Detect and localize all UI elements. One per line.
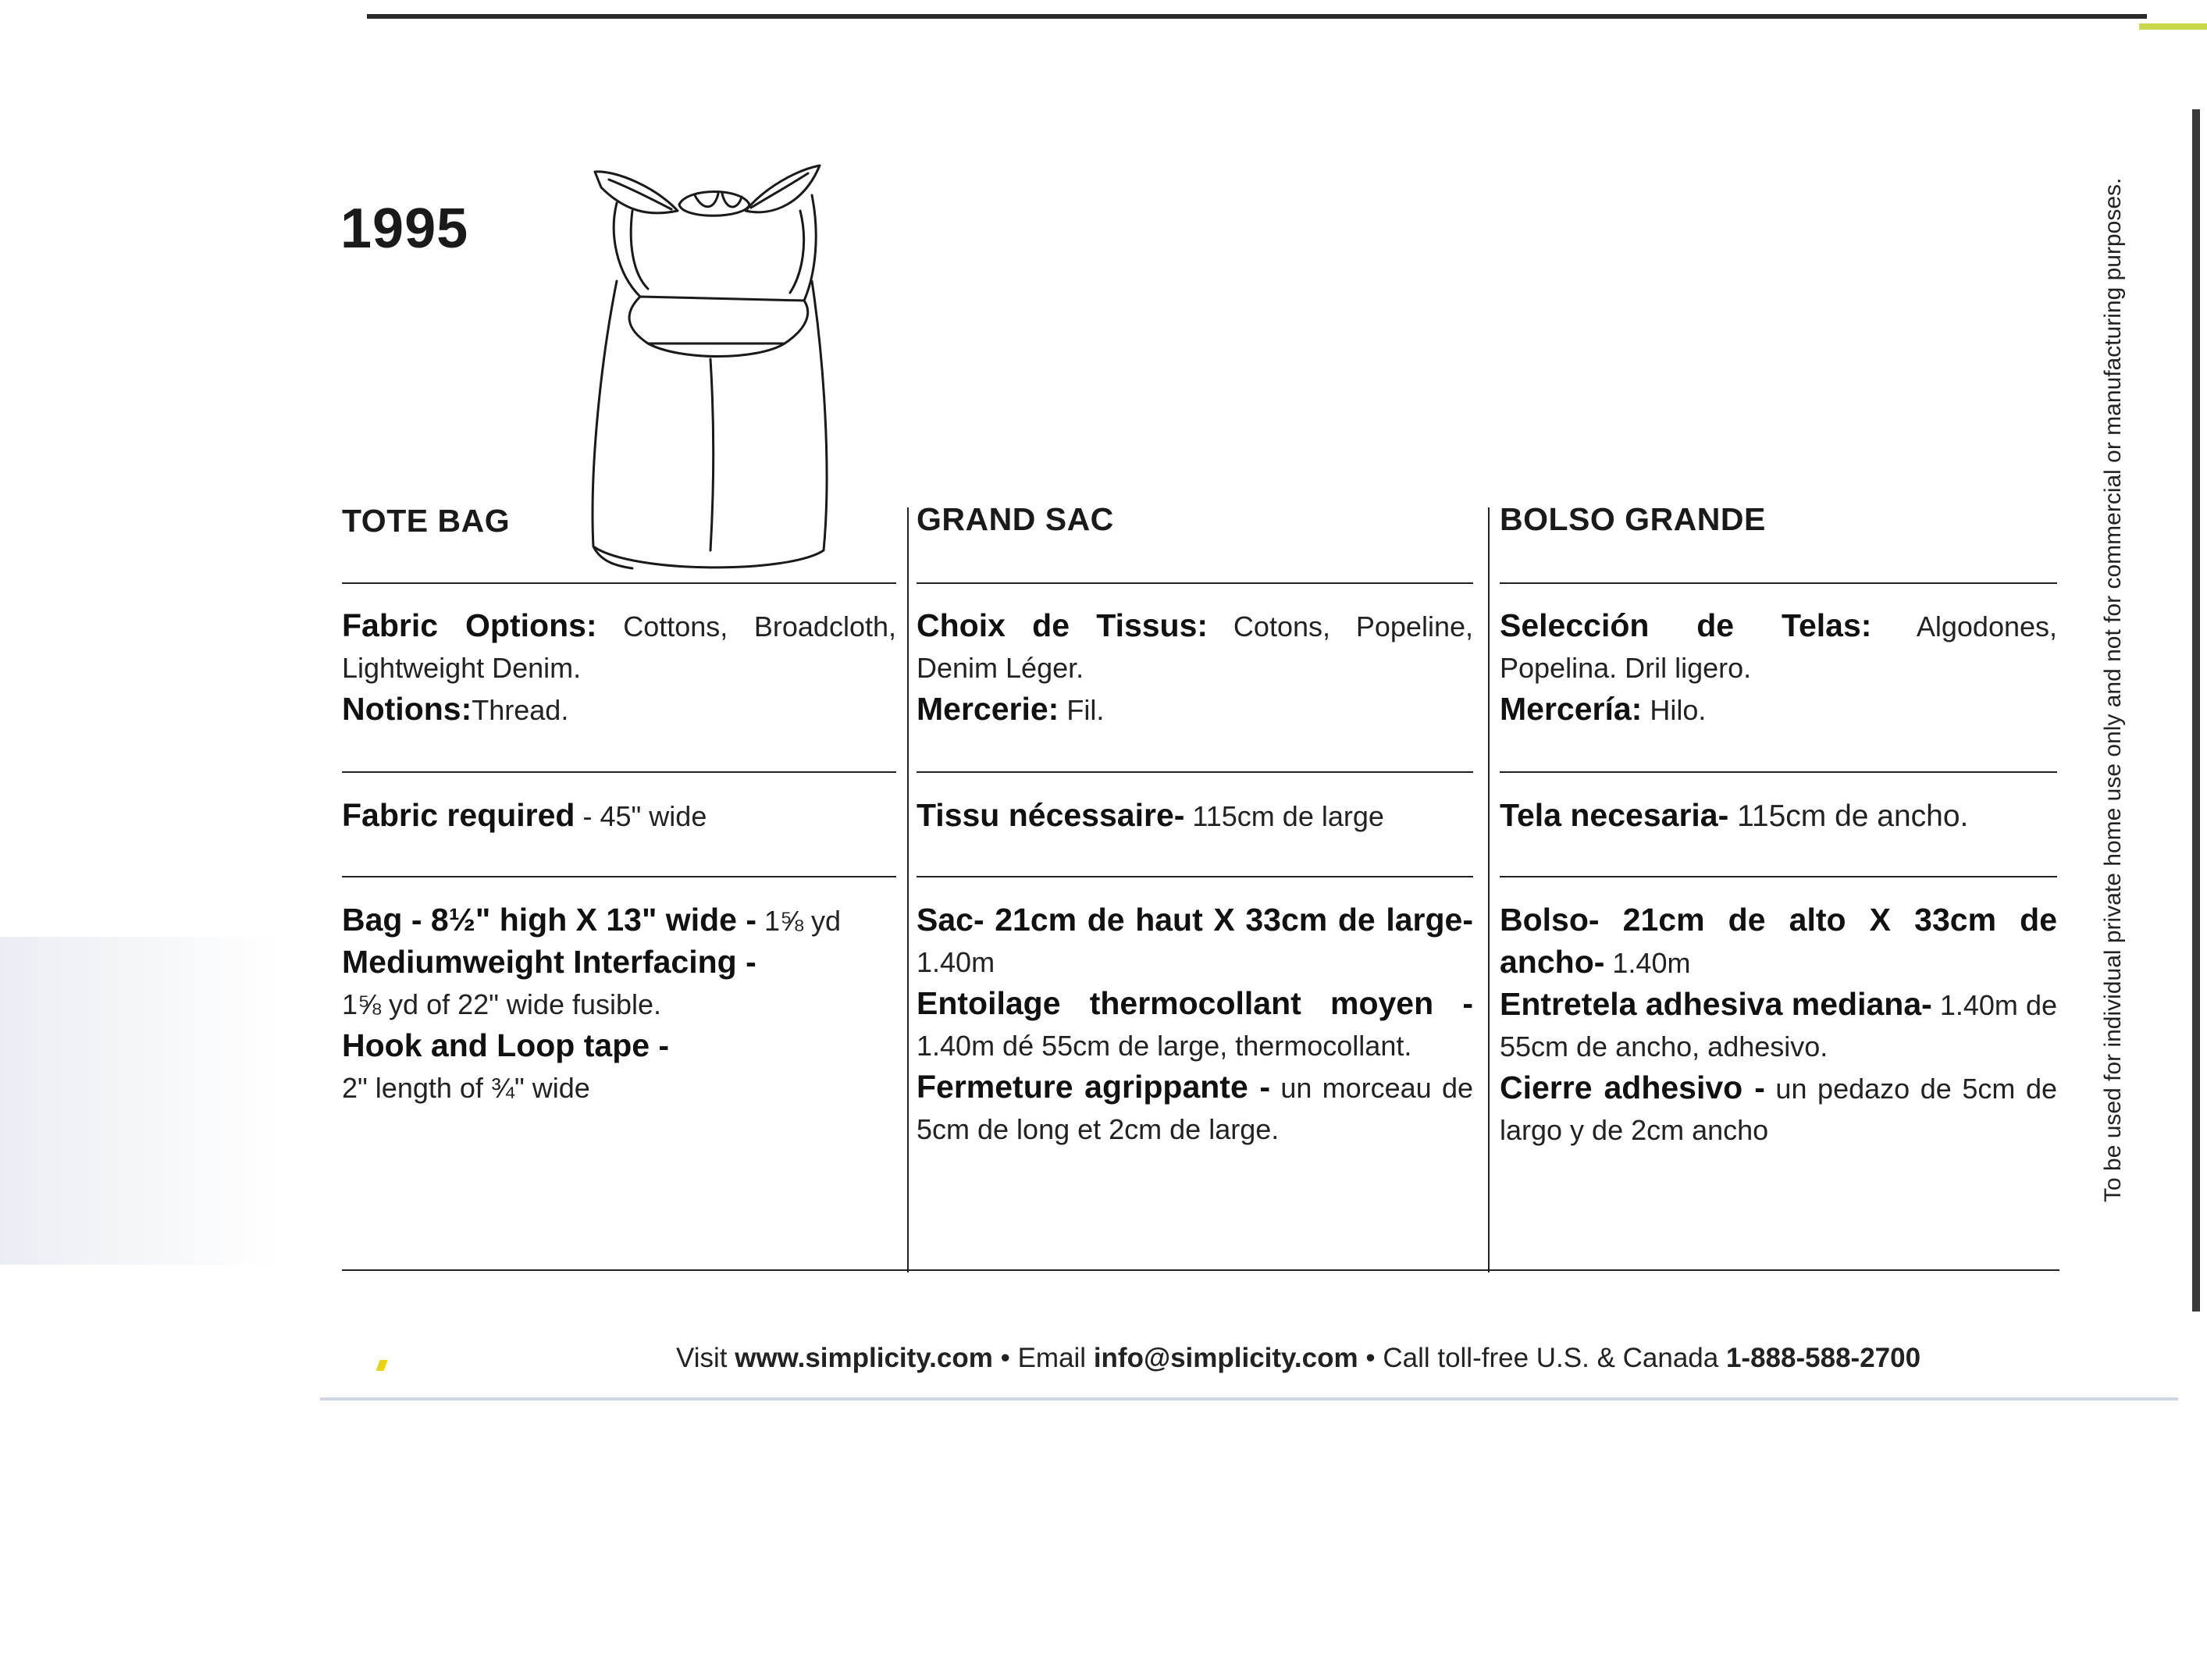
footer-visit: Visit [676, 1343, 735, 1373]
col1-line2-label: Mediumweight Interfacing - [342, 944, 756, 980]
col2-line3 [917, 1066, 1473, 1150]
col2-notions [917, 689, 1473, 731]
col1-notions-label: Notions: [342, 691, 472, 727]
col1-notions-value: Thread. [472, 694, 569, 726]
col3-fabric-options [1500, 605, 2057, 689]
rule-bottom [342, 1269, 2059, 1271]
col2-options-label: Choix de Tissus: [917, 607, 1209, 643]
col2-fabric-required [917, 795, 1473, 837]
divider-vertical-2 [1488, 507, 1490, 1272]
col2-line1 [917, 899, 1473, 983]
col3-line1-value: 1.40m [1604, 947, 1691, 979]
col1-fabric-required [342, 795, 896, 837]
col3-options-value: Algodones, Popelina. Dril ligero. [1500, 610, 2058, 684]
col3-notions [1500, 689, 2057, 731]
col3-title: BOLSO GRANDE [1500, 501, 1766, 537]
rule-3b [917, 876, 1473, 877]
col2-required-value: 115cm de large [1184, 800, 1384, 832]
col2-line2-label: Entoilage thermocollant moyen - [917, 985, 1473, 1021]
col2-yardage [917, 899, 1473, 1150]
footer-email-link[interactable]: info@simplicity.com [1093, 1343, 1358, 1373]
tote-bag-illustration [586, 156, 843, 578]
footer-email-label: Email [1017, 1343, 1094, 1373]
rule-2b [917, 771, 1473, 773]
col1-line1 [342, 899, 896, 941]
col3-options-label: Selección de Telas: [1500, 607, 1872, 643]
col1-fabric-options [342, 605, 896, 689]
top-edge-mark [2139, 23, 2207, 30]
col1-line2-detail: 1⅝ yd of 22" wide fusible. [342, 988, 662, 1020]
col3-yardage [1500, 899, 2057, 1151]
col2-options-value: Cotons, Popeline, Denim Léger. [917, 610, 1473, 684]
col2-title: GRAND SAC [917, 501, 1114, 537]
col1-required-value: - 45" wide [575, 800, 707, 832]
col3-notions-value: Hilo. [1642, 694, 1707, 726]
footer-website-link[interactable]: www.simplicity.com [735, 1343, 993, 1373]
corner-mark [376, 1360, 387, 1371]
divider-vertical-1 [907, 507, 909, 1272]
footer-contact [676, 1343, 1920, 1374]
col1-options-label: Fabric Options: [342, 607, 597, 643]
col3-line2 [1500, 984, 2057, 1067]
col1-options-value: Cottons, Broadcloth, Lightweight Denim. [342, 610, 896, 684]
col3-required-value: 115cm de ancho. [1728, 799, 1969, 833]
rule-2c [1500, 771, 2057, 773]
rule-3c [1500, 876, 2057, 877]
col1-line3-detail: 2" length of ¾" wide [342, 1072, 590, 1104]
rule-1c [1500, 582, 2057, 584]
col1-required-label: Fabric required [342, 797, 575, 833]
col2-line3-value: un morceau de 5cm de long et 2cm de large. [917, 1072, 1473, 1145]
footer-sep-1: • [992, 1343, 1018, 1373]
col2-notions-label: Mercerie: [917, 691, 1059, 727]
scan-shadow [0, 937, 281, 1265]
page-right-edge [2192, 109, 2200, 1312]
col3-fabric-required [1500, 795, 2057, 837]
col2-line1-label: Sac- 21cm de haut X 33cm de large- [917, 902, 1473, 938]
footer-call: Call toll-free U.S. & Canada [1383, 1343, 1726, 1373]
col1-line3-label: Hook and Loop tape - [342, 1027, 670, 1063]
col2-line2 [917, 983, 1473, 1066]
col3-line3-label: Cierre adhesivo - [1500, 1070, 1765, 1105]
footer-sep-2: • [1358, 1343, 1383, 1373]
col2-notions-value: Fil. [1059, 694, 1105, 726]
rule-3a [342, 876, 896, 877]
rule-2a [342, 771, 896, 773]
col3-line3-value: un pedazo de 5cm de largo y de 2cm ancho [1500, 1073, 2057, 1146]
bottom-rule [320, 1397, 2178, 1401]
col3-line2-value: 1.40m de 55cm de ancho, adhesivo. [1500, 989, 2057, 1062]
col2-line3-label: Fermeture agrippante - [917, 1069, 1271, 1105]
col1-notions [342, 689, 896, 731]
rule-1a [342, 582, 896, 584]
col2-line1-value: 1.40m [917, 946, 995, 978]
col3-line2-label: Entretela adhesiva mediana- [1500, 986, 1932, 1022]
footer-phone: 1-888-588-2700 [1725, 1343, 1921, 1373]
col2-line2-value: 1.40m dé 55cm de large, thermocollant. [917, 1030, 1412, 1062]
col3-required-label: Tela necesaria- [1500, 797, 1729, 833]
col1-line3 [342, 1025, 896, 1067]
col1-line1-value: 1⅝ yd [756, 905, 842, 937]
col1-line1-label: Bag - 8½" high X 13" wide - [342, 902, 756, 938]
col1-title: TOTE BAG [342, 503, 511, 539]
pattern-number: 1995 [340, 198, 469, 260]
col3-line1-label: Bolso- 21cm de alto X 33cm de ancho- [1500, 902, 2057, 980]
col3-notions-label: Mercería: [1500, 691, 1643, 727]
col2-required-label: Tissu nécessaire- [917, 797, 1185, 833]
col1-yardage [342, 899, 896, 1109]
col2-fabric-options [917, 605, 1473, 689]
top-rule [367, 14, 2147, 19]
col3-line1 [1500, 899, 2057, 984]
col3-line3 [1500, 1067, 2057, 1151]
col1-line2 [342, 941, 896, 984]
usage-notice: To be used for individual private home use only and not for commercial or manufacturing purposes. [2100, 177, 2126, 1202]
rule-1b [917, 582, 1473, 584]
